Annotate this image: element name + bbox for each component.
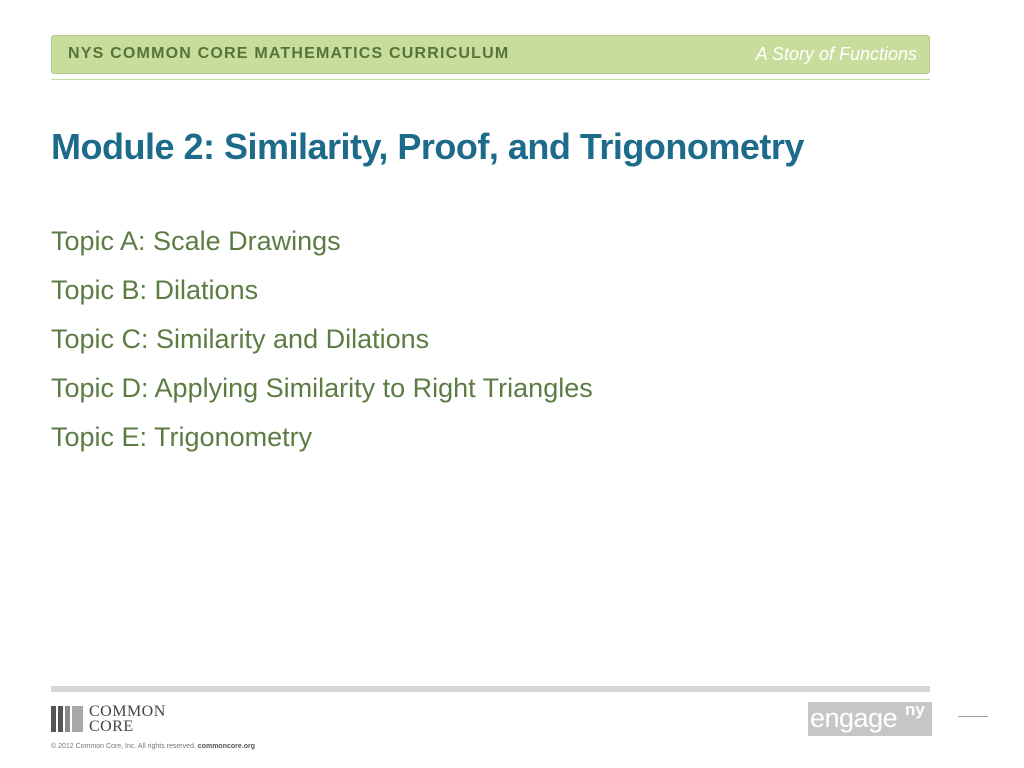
engageny-logo bbox=[808, 702, 932, 736]
engage-wordmark: engage bbox=[810, 703, 898, 733]
engage-ny-superscript: ny bbox=[905, 700, 925, 719]
topic-item: Topic C: Similarity and Dilations bbox=[51, 324, 430, 354]
copyright-notice bbox=[51, 743, 255, 750]
common-core-logo bbox=[51, 704, 211, 734]
common-core-wordmark bbox=[89, 704, 166, 734]
copyright-link[interactable]: commoncore.org bbox=[197, 743, 255, 750]
logo-line2: CORE bbox=[89, 718, 134, 735]
topic-list bbox=[51, 222, 593, 467]
slide-title: Module 2: Similarity, Proof, and Trigonometry bbox=[51, 126, 804, 167]
topic-item: Topic B: Dilations bbox=[51, 275, 259, 305]
logo-line1: COMMON bbox=[89, 703, 166, 720]
curriculum-label: NYS COMMON CORE MATHEMATICS CURRICULUM bbox=[68, 45, 510, 62]
slide-marker bbox=[958, 716, 988, 717]
common-core-mark-icon bbox=[51, 706, 83, 732]
topic-item: Topic A: Scale Drawings bbox=[51, 226, 341, 256]
topic-item: Topic D: Applying Similarity to Right Triangles bbox=[51, 373, 593, 403]
header-divider bbox=[51, 79, 930, 80]
story-label: A Story of Functions bbox=[755, 44, 917, 64]
header-bar bbox=[51, 35, 930, 74]
topic-item: Topic E: Trigonometry bbox=[51, 422, 313, 452]
copyright-text: © 2012 Common Core, Inc. All rights reserved. bbox=[51, 743, 196, 750]
footer-divider bbox=[51, 686, 930, 692]
